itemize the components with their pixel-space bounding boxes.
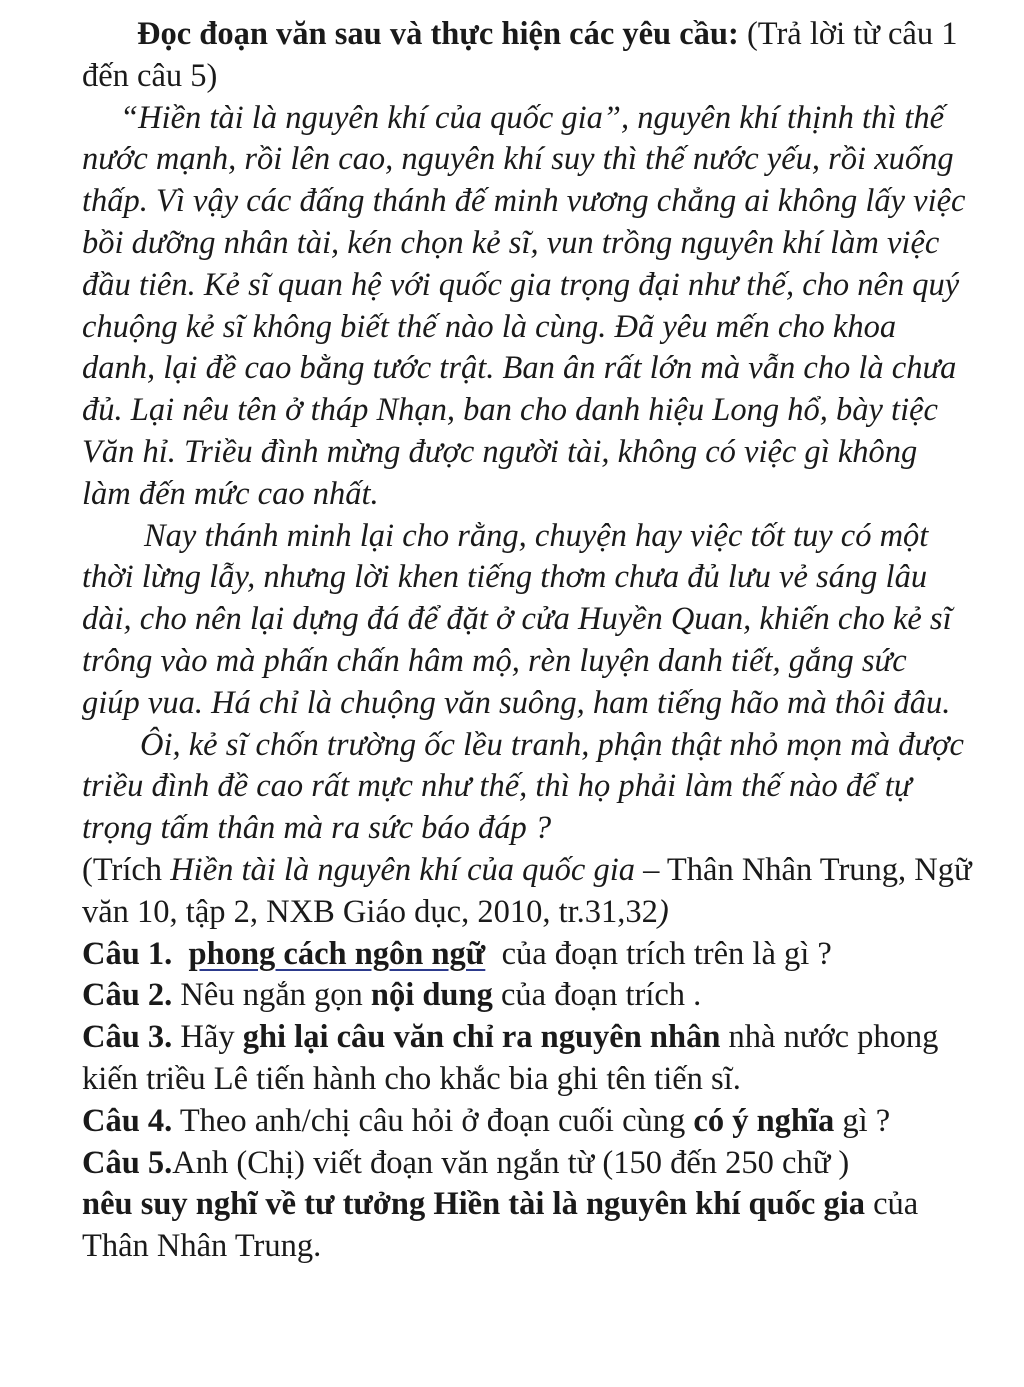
passage-paragraph-1: “Hiền tài là nguyên khí của quốc gia”, nguyên khí thịnh thì thế nước mạnh, rồi lên cao, nguyên khí suy thì thế nước yếu, rồi xuống thấp. Vì vậy các đấng thánh đế minh vương chẳng ai không lấy việc bồi dưỡng nhân tài, kén chọn kẻ sĩ, vun trồng nguyên khí làm việc đầu tiên. Kẻ sĩ quan hệ với quốc gia trọng đại như thế, cho nên quý chuộng kẻ sĩ không biết thế nào là cùng. Đã yêu mến cho khoa danh, lại đề cao bằng tước trật. Ban ân rất lớn mà vẫn cho là chưa đủ. Lại nêu tên ở tháp Nhạn, ban cho danh hiệu Long hổ, bày tiệc Văn hỉ. Triều đình mừng được người tài, không có việc gì không làm đến mức cao nhất. [82,99,966,512]
question-4-pre: Theo anh/chị câu hỏi ở đoạn cuối cùng [172,1102,694,1139]
instruction-line [82,14,972,98]
question-5-pre: Anh (Chị) viết đoạn văn ngắn từ (150 đến 250 chữ ) [172,1144,850,1181]
question-2 [82,975,972,1017]
citation-rest: – Thân Nhân Trung, Ngữ văn 10, tập 2, NXB Giáo dục, 2010, tr.31,32 [82,851,972,930]
citation-close: ) [657,893,669,930]
question-4-label: Câu 4. [82,1102,173,1139]
question-3-label: Câu 3. [82,1019,173,1056]
question-5 [82,1143,972,1268]
question-5-rest: của Thân Nhân Trung. [82,1186,919,1265]
question-2-rest: của đoạn trích . [492,977,702,1014]
question-4-rest: gì ? [834,1102,891,1139]
question-5-highlight: nêu suy nghĩ về tư tưởng Hiền tài là nguyên khí quốc gia [82,1186,865,1223]
question-3-rest: nhà nước phong kiến triều Lê tiến hành cho khắc bia ghi tên tiến sĩ. [82,1019,939,1097]
question-1-label: Câu 1. [82,935,173,972]
citation [82,850,972,934]
question-4 [82,1101,972,1143]
question-3-highlight: ghi lại câu văn chỉ ra nguyên nhân [242,1019,721,1056]
question-5-label: Câu 5. [82,1144,173,1181]
question-1-gap [172,936,188,972]
question-3 [82,1017,972,1101]
question-4-highlight: có ý nghĩa [693,1102,835,1139]
instruction-bold: Đọc đoạn văn sau và thực hiện các yêu cầu: [137,16,739,52]
passage-paragraph-3: Ôi, kẻ sĩ chốn trường ốc lều tranh, phận thật nhỏ mọn mà được triều đình đề cao rất mực như thế, thì họ phải làm thế nào để tự trọng tấm thân mà ra sức báo đáp ? [82,726,964,847]
question-1 [82,934,972,976]
question-2-highlight: nội dung [370,977,493,1014]
question-2-label: Câu 2. [82,977,173,1014]
question-1-highlight: phong cách ngôn ngữ [188,935,486,972]
passage-paragraph-2: Nay thánh minh lại cho rằng, chuyện hay việc tốt tuy có một thời lừng lẫy, nhưng lời khen tiếng thơm chưa đủ lưu vẻ sáng lâu dài, cho nên lại dựng đá để đặt ở cửa Huyền Quan, khiến cho kẻ sĩ trông vào mà phấn chấn hâm mộ, rèn luyện danh tiết, gắng sức giúp vua. Há chỉ là chuộng văn suông, ham tiếng hão mà thôi đâu. [82,517,952,721]
question-1-rest: của đoạn trích trên là gì ? [485,935,832,972]
citation-prefix: (Trích [82,851,171,888]
question-3-pre: Hãy [172,1019,243,1056]
citation-title: Hiền tài là nguyên khí của quốc gia [170,851,636,888]
instruction-normal: (Trả lời từ câu 1 đến câu 5) [82,16,958,94]
question-2-pre: Nêu ngắn gọn [172,977,371,1014]
